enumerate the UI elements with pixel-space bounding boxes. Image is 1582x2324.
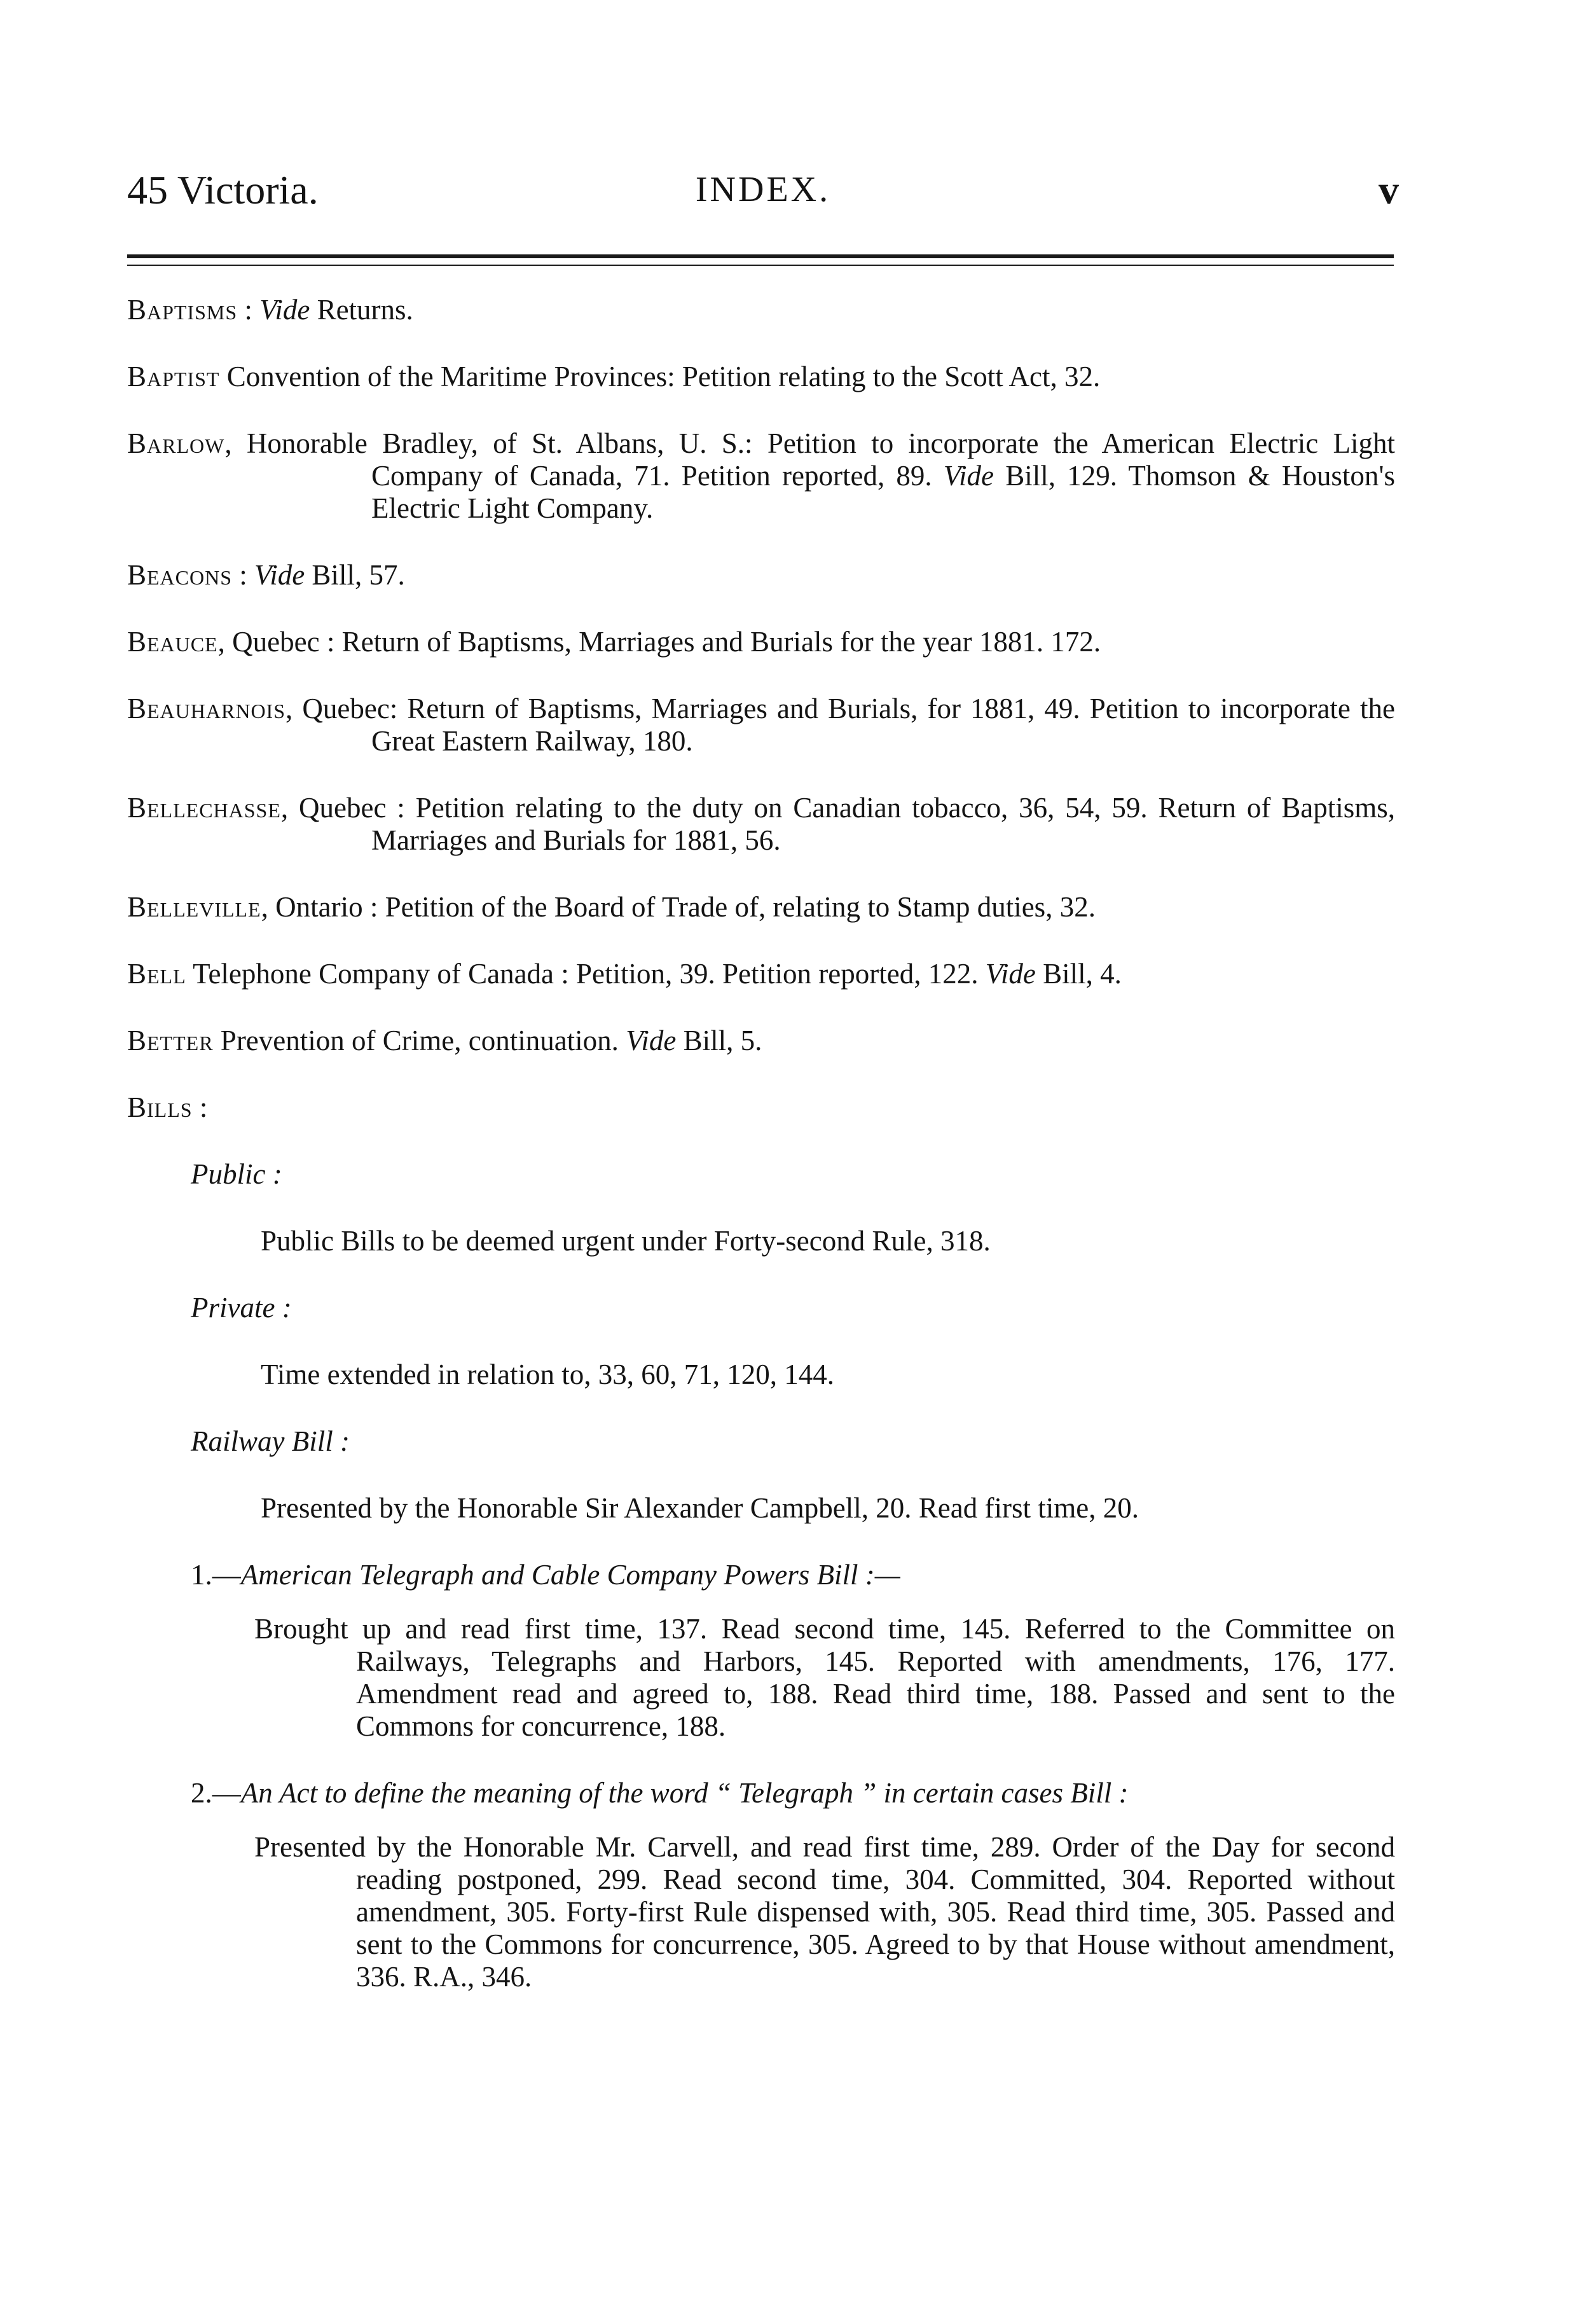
entry-head: Belleville — [127, 891, 261, 923]
entry-text: Telephone Company of Canada : Petition, 39. Petition reported, 122. — [186, 958, 986, 990]
entry-head: Beacons — [127, 559, 233, 591]
page-number: v — [1379, 167, 1399, 212]
entry-text: Convention of the Maritime Provinces: Petition relating to the Scott Act, 32. — [219, 361, 1101, 392]
index-entry-baptisms: Baptisms : Vide Returns. — [127, 294, 413, 326]
entry-text-cont: Bill, 129. Thomson & Houston's Electric Light Company. — [371, 460, 1395, 524]
index-entry-bellechasse — [127, 792, 1395, 857]
header-rule-thin — [127, 265, 1394, 266]
header-rule-thick — [127, 254, 1394, 258]
entry-text: , Quebec: Return of Baptisms, Marriages and Burials, for 1881, 49. Petition to incorporate the Great Eastern Railway, 180. — [285, 693, 1395, 757]
bill-2-proceedings: Presented by the Honorable Mr. Carvell, and read first time, 289. Order of the Day for second reading postponed, 299. Read second time, 304. Committed, 304. Reported without amendment, 305. Forty-first Rule dispensed with, 305. Read third time, 305. Passed and sent to the Commons for concurrence, 305. Agreed to by that House without amendment, 336. R.A., 346. — [254, 1831, 1395, 1993]
bill-1-proceedings: Brought up and read first time, 137. Read second time, 145. Referred to the Committee on Railways, Telegraphs and Harbors, 145. Reported with amendments, 176, 177. Amendment read and agreed to, 188. Read third time, 188. Passed and sent to the Commons for concurrence, 188. — [254, 1613, 1395, 1742]
entry-head: Beauharnois — [127, 693, 286, 724]
entry-head: Barlow — [127, 427, 225, 459]
bill-2-title — [191, 1777, 1395, 1809]
bill-1-title — [191, 1559, 1395, 1591]
entry-text-cont: Bill, 4. — [1035, 958, 1122, 990]
entry-head: Bell — [127, 958, 186, 990]
page-title: INDEX. — [695, 170, 831, 209]
entry-head: Baptisms — [127, 294, 238, 326]
index-entry-beauce — [127, 626, 1395, 658]
index-entries — [127, 294, 1395, 2028]
entry-text: , Ontario : Petition of the Board of Trade of, relating to Stamp duties, 32. — [261, 891, 1096, 923]
entry-head: Baptist — [127, 361, 220, 392]
index-entry-barlow: Barlow, Honorable Bradley, of St. Albans, U. S.: Petition to incorporate the American Electric Light Company of Canada, 71. Petition reported, 89. Vide Bill, 129. Thomson & Houston's Electric Light Company. — [127, 427, 1395, 524]
entry-text: , Quebec : Petition relating to the duty on Canadian tobacco, 36, 54, 59. Return of Baptisms, Marriages and Burials for 1881, 56. — [280, 792, 1395, 856]
index-entry-bills: Bills : — [127, 1091, 208, 1123]
entry-head: Better — [127, 1025, 214, 1056]
bills-public-text: Public Bills to be deemed urgent under Forty-second Rule, 318. — [261, 1225, 991, 1257]
bills-private-heading: Private : — [191, 1292, 292, 1324]
index-entry-belleville — [127, 891, 1395, 923]
entry-text: , Honorable Bradley, of St. Albans, U. S.: Petition to incorporate the American Electric Light Company of Canada, 71. Petition reported, 89. — [224, 427, 1395, 492]
bills-railway-text: Presented by the Honorable Sir Alexander Campbell, 20. Read first time, 20. — [261, 1492, 1139, 1524]
bills-private-text: Time extended in relation to, 33, 60, 71, 120, 144. — [261, 1359, 834, 1390]
entry-head: Beauce — [127, 626, 218, 658]
entry-text: , Quebec : Return of Baptisms, Marriages and Burials for the year 1881. 172. — [217, 626, 1101, 658]
bill-name: An Act to define the meaning of the word “ Telegraph ” in certain cases Bill : — [240, 1777, 1129, 1809]
entry-text-cont: Bill, 5. — [676, 1025, 762, 1056]
bills-public-heading: Public : — [191, 1158, 282, 1190]
bill-number: 1.— — [191, 1559, 241, 1591]
entry-text: Prevention of Crime, continuation. — [213, 1025, 626, 1056]
bill-number: 2.— — [191, 1777, 241, 1809]
running-header — [127, 167, 1399, 218]
session-label: 45 Victoria. — [127, 167, 319, 212]
index-entry-bell: Bell Telephone Company of Canada : Petition, 39. Petition reported, 122. Vide Bill, 4. — [127, 958, 1122, 990]
index-entry-beacons: Beacons : Vide Bill, 57. — [127, 559, 405, 591]
index-entry-beauharnois — [127, 693, 1395, 757]
index-entry-better: Better Prevention of Crime, continuation. Vide Bill, 5. — [127, 1025, 762, 1056]
entry-head: Bills — [127, 1091, 193, 1123]
entry-text: Returns. — [310, 294, 413, 326]
bills-railway-heading: Railway Bill : — [191, 1425, 350, 1457]
entry-head: Bellechasse — [127, 792, 281, 824]
bill-name: American Telegraph and Cable Company Powers Bill :— — [240, 1559, 900, 1591]
index-entry-baptist — [127, 361, 1395, 393]
entry-text: Bill, 57. — [305, 559, 405, 591]
